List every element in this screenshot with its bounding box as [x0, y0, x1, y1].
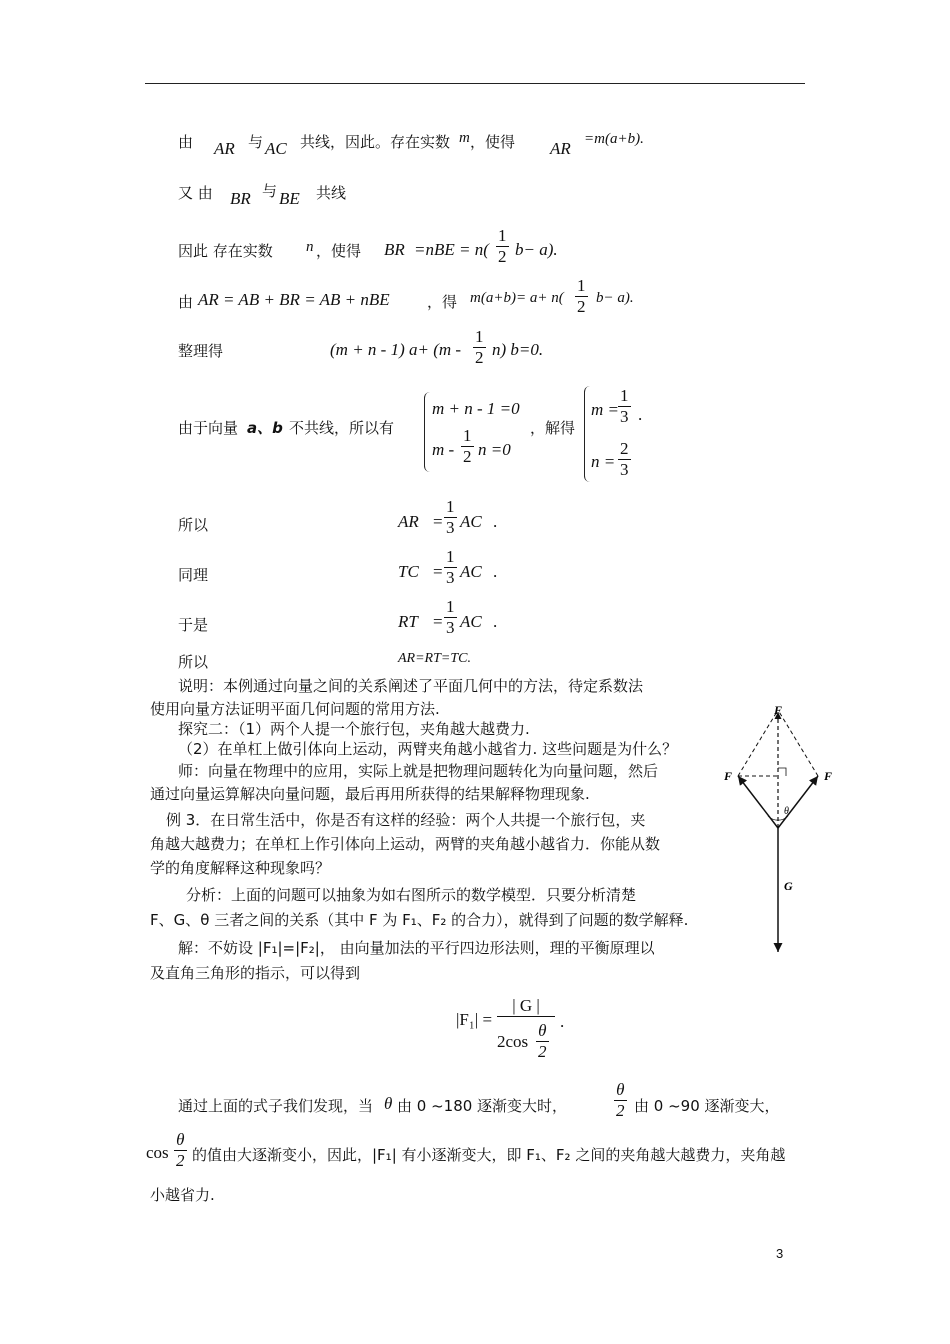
vector-br: BR — [384, 240, 405, 259]
equation: AR=RT=TC. — [398, 651, 471, 666]
text: 所以 — [178, 516, 209, 534]
text: 又 由 — [178, 184, 213, 202]
equation: . — [560, 1012, 565, 1031]
force-right-arrow — [778, 776, 818, 828]
fraction-third: $\frac{1}{3}$ — [446, 497, 455, 537]
text: 与 — [248, 133, 264, 151]
fraction-theta-half: $\frac{\theta}{2}$ — [176, 1130, 185, 1170]
paragraph: 师：向量在物理中的应用，实际上就是把物理问题转化为向量问题，然后 — [178, 762, 659, 780]
equation: (m + n - 1) a+ (m - — [330, 340, 462, 359]
fraction-third: $\frac{1}{3}$ — [620, 386, 629, 426]
brace — [424, 392, 431, 472]
equation: . — [493, 562, 498, 581]
vector-rt: RT — [398, 612, 418, 631]
parallelogram-edge — [778, 710, 818, 776]
equation: n) b=0. — [492, 340, 544, 359]
text: 所以 — [178, 653, 209, 671]
equation: b− a). — [515, 240, 558, 259]
equation: . — [638, 405, 643, 424]
equation: m + n - 1 =0 — [432, 399, 520, 418]
force-diagram — [720, 700, 850, 960]
force-left-arrow — [738, 776, 778, 828]
equation: m - — [432, 440, 455, 459]
equation: . — [493, 512, 498, 531]
text: ，解得 — [530, 419, 576, 437]
equation: |F₁| = — [456, 1010, 493, 1029]
equation: . — [493, 612, 498, 631]
paragraph: （2）在单杠上做引体向上运动，两臂夹角越小越省力. 这些问题是为什么？ — [178, 740, 678, 758]
paragraph: 探究二：（1）两个人提一个旅行包，夹角越大越费力. — [178, 720, 530, 738]
label-f-top: F — [774, 703, 783, 717]
label-g: G — [784, 879, 793, 893]
fraction-half: $\frac{1}{2}$ — [463, 426, 472, 466]
page-number: 3 — [776, 1246, 784, 1261]
equation: m = — [591, 400, 619, 419]
text: ，得 — [427, 293, 458, 311]
var-theta: θ — [384, 1094, 393, 1113]
vector-ac: AC — [460, 562, 482, 581]
equation: = — [433, 612, 443, 631]
fraction-half: $\frac{1}{2}$ — [498, 226, 507, 266]
paragraph: 解：不妨设 |F₁|=|F₂|， 由向量加法的平行四边形法则，理的平衡原理以 — [178, 939, 655, 957]
equation: =nBE = n( — [414, 240, 489, 259]
fraction-half: $\frac{1}{2}$ — [475, 327, 484, 367]
vector-ar: AR — [214, 139, 235, 158]
text: 不共线，所以有 — [289, 419, 395, 437]
paragraph: 及直角三角形的指示，可以得到 — [150, 964, 361, 982]
fraction-two-thirds: $\frac{2}{3}$ — [620, 439, 629, 479]
header-rule — [145, 83, 805, 84]
fraction-numerator: | G | — [497, 996, 555, 1017]
paragraph: 由 0 ~90 逐渐变大， — [634, 1097, 780, 1115]
equation: =m(a+b). — [584, 131, 644, 147]
text: 共线 — [316, 184, 347, 202]
paragraph: 通过向量运算解决向量问题，最后再用所获得的结果解释物理现象. — [150, 785, 590, 803]
text: 因此 存在实数 — [178, 242, 273, 260]
text: a、b — [247, 419, 283, 437]
text: 由 — [178, 133, 194, 151]
paragraph: F、G、θ 三者之间的关系（其中 F 为 F₁、F₂ 的合力），就得到了问题的数学解释. — [150, 911, 689, 929]
fraction-denominator: 2cos — [497, 1032, 529, 1051]
equation: n =0 — [478, 440, 511, 459]
text: ，使得 — [316, 242, 362, 260]
paragraph: 由 0 ~180 逐渐变大时， — [397, 1097, 568, 1115]
fraction-third: $\frac{1}{3}$ — [446, 597, 455, 637]
fraction-half: $\frac{1}{2}$ — [577, 276, 586, 316]
vector-ar: AR — [550, 139, 571, 158]
text: 由于向量 — [178, 419, 239, 437]
vector-ac: AC — [460, 612, 482, 631]
equation: = — [433, 512, 443, 531]
text: 由 — [178, 293, 194, 311]
equation: AR = AB + BR = AB + nBE — [198, 290, 390, 309]
fraction-theta-half: $\frac{\theta}{2}$ — [538, 1021, 547, 1061]
fraction-theta-half: $\frac{\theta}{2}$ — [616, 1080, 625, 1120]
label-f-left: F — [724, 769, 733, 783]
text: ，使得 — [470, 133, 516, 151]
text: 整理得 — [178, 342, 224, 360]
vector-tc: TC — [398, 562, 419, 581]
equation: = — [433, 562, 443, 581]
right-angle-mark — [778, 768, 786, 776]
label-theta: θ — [784, 806, 789, 817]
paragraph: 分析：上面的问题可以抽象为如右图所示的数学模型．只要分析清楚 — [186, 886, 637, 904]
fraction-third: $\frac{1}{3}$ — [446, 547, 455, 587]
paragraph: 的值由大逐渐变小，因此，|F₁| 有小逐渐变大，即 F₁、F₂ 之间的夹角越大越费力，夹角越 — [192, 1146, 786, 1164]
parallelogram-edge — [738, 710, 778, 776]
paragraph: 使用向量方法证明平面几何问题的常用方法. — [150, 700, 440, 718]
equation: b− a). — [596, 290, 634, 306]
vector-ac: AC — [265, 139, 287, 158]
paragraph: 小越省力. — [150, 1186, 215, 1204]
paragraph: 通过上面的式子我们发现，当 — [178, 1097, 374, 1115]
text: 同理 — [178, 566, 209, 584]
vector-be: BE — [279, 189, 300, 208]
paragraph: 角越大越费力；在单杠上作引体向上运动，两臂的夹角越小越省力．你能从数 — [150, 835, 661, 853]
text: 共线，因此。存在实数 — [300, 133, 451, 151]
paragraph: 说明：本例通过向量之间的关系阐述了平面几何中的方法，待定系数法 — [178, 677, 644, 695]
label-f-right: F — [824, 769, 833, 783]
text: 于是 — [178, 616, 209, 634]
text: 与 — [262, 182, 278, 200]
equation: cos — [146, 1143, 169, 1162]
vector-ac: AC — [460, 512, 482, 531]
vector-br: BR — [230, 189, 251, 208]
vector-ar: AR — [398, 512, 419, 531]
equation: m(a+b)= a+ n( — [470, 290, 564, 306]
brace — [584, 386, 591, 482]
var-m: m — [459, 130, 470, 146]
paragraph: 例 3．在日常生活中，你是否有这样的经验：两个人共提一个旅行包，夹 — [166, 811, 646, 829]
equation: n = — [591, 452, 616, 471]
paragraph: 学的角度解释这种现象吗？ — [150, 859, 331, 877]
var-n: n — [306, 239, 314, 255]
